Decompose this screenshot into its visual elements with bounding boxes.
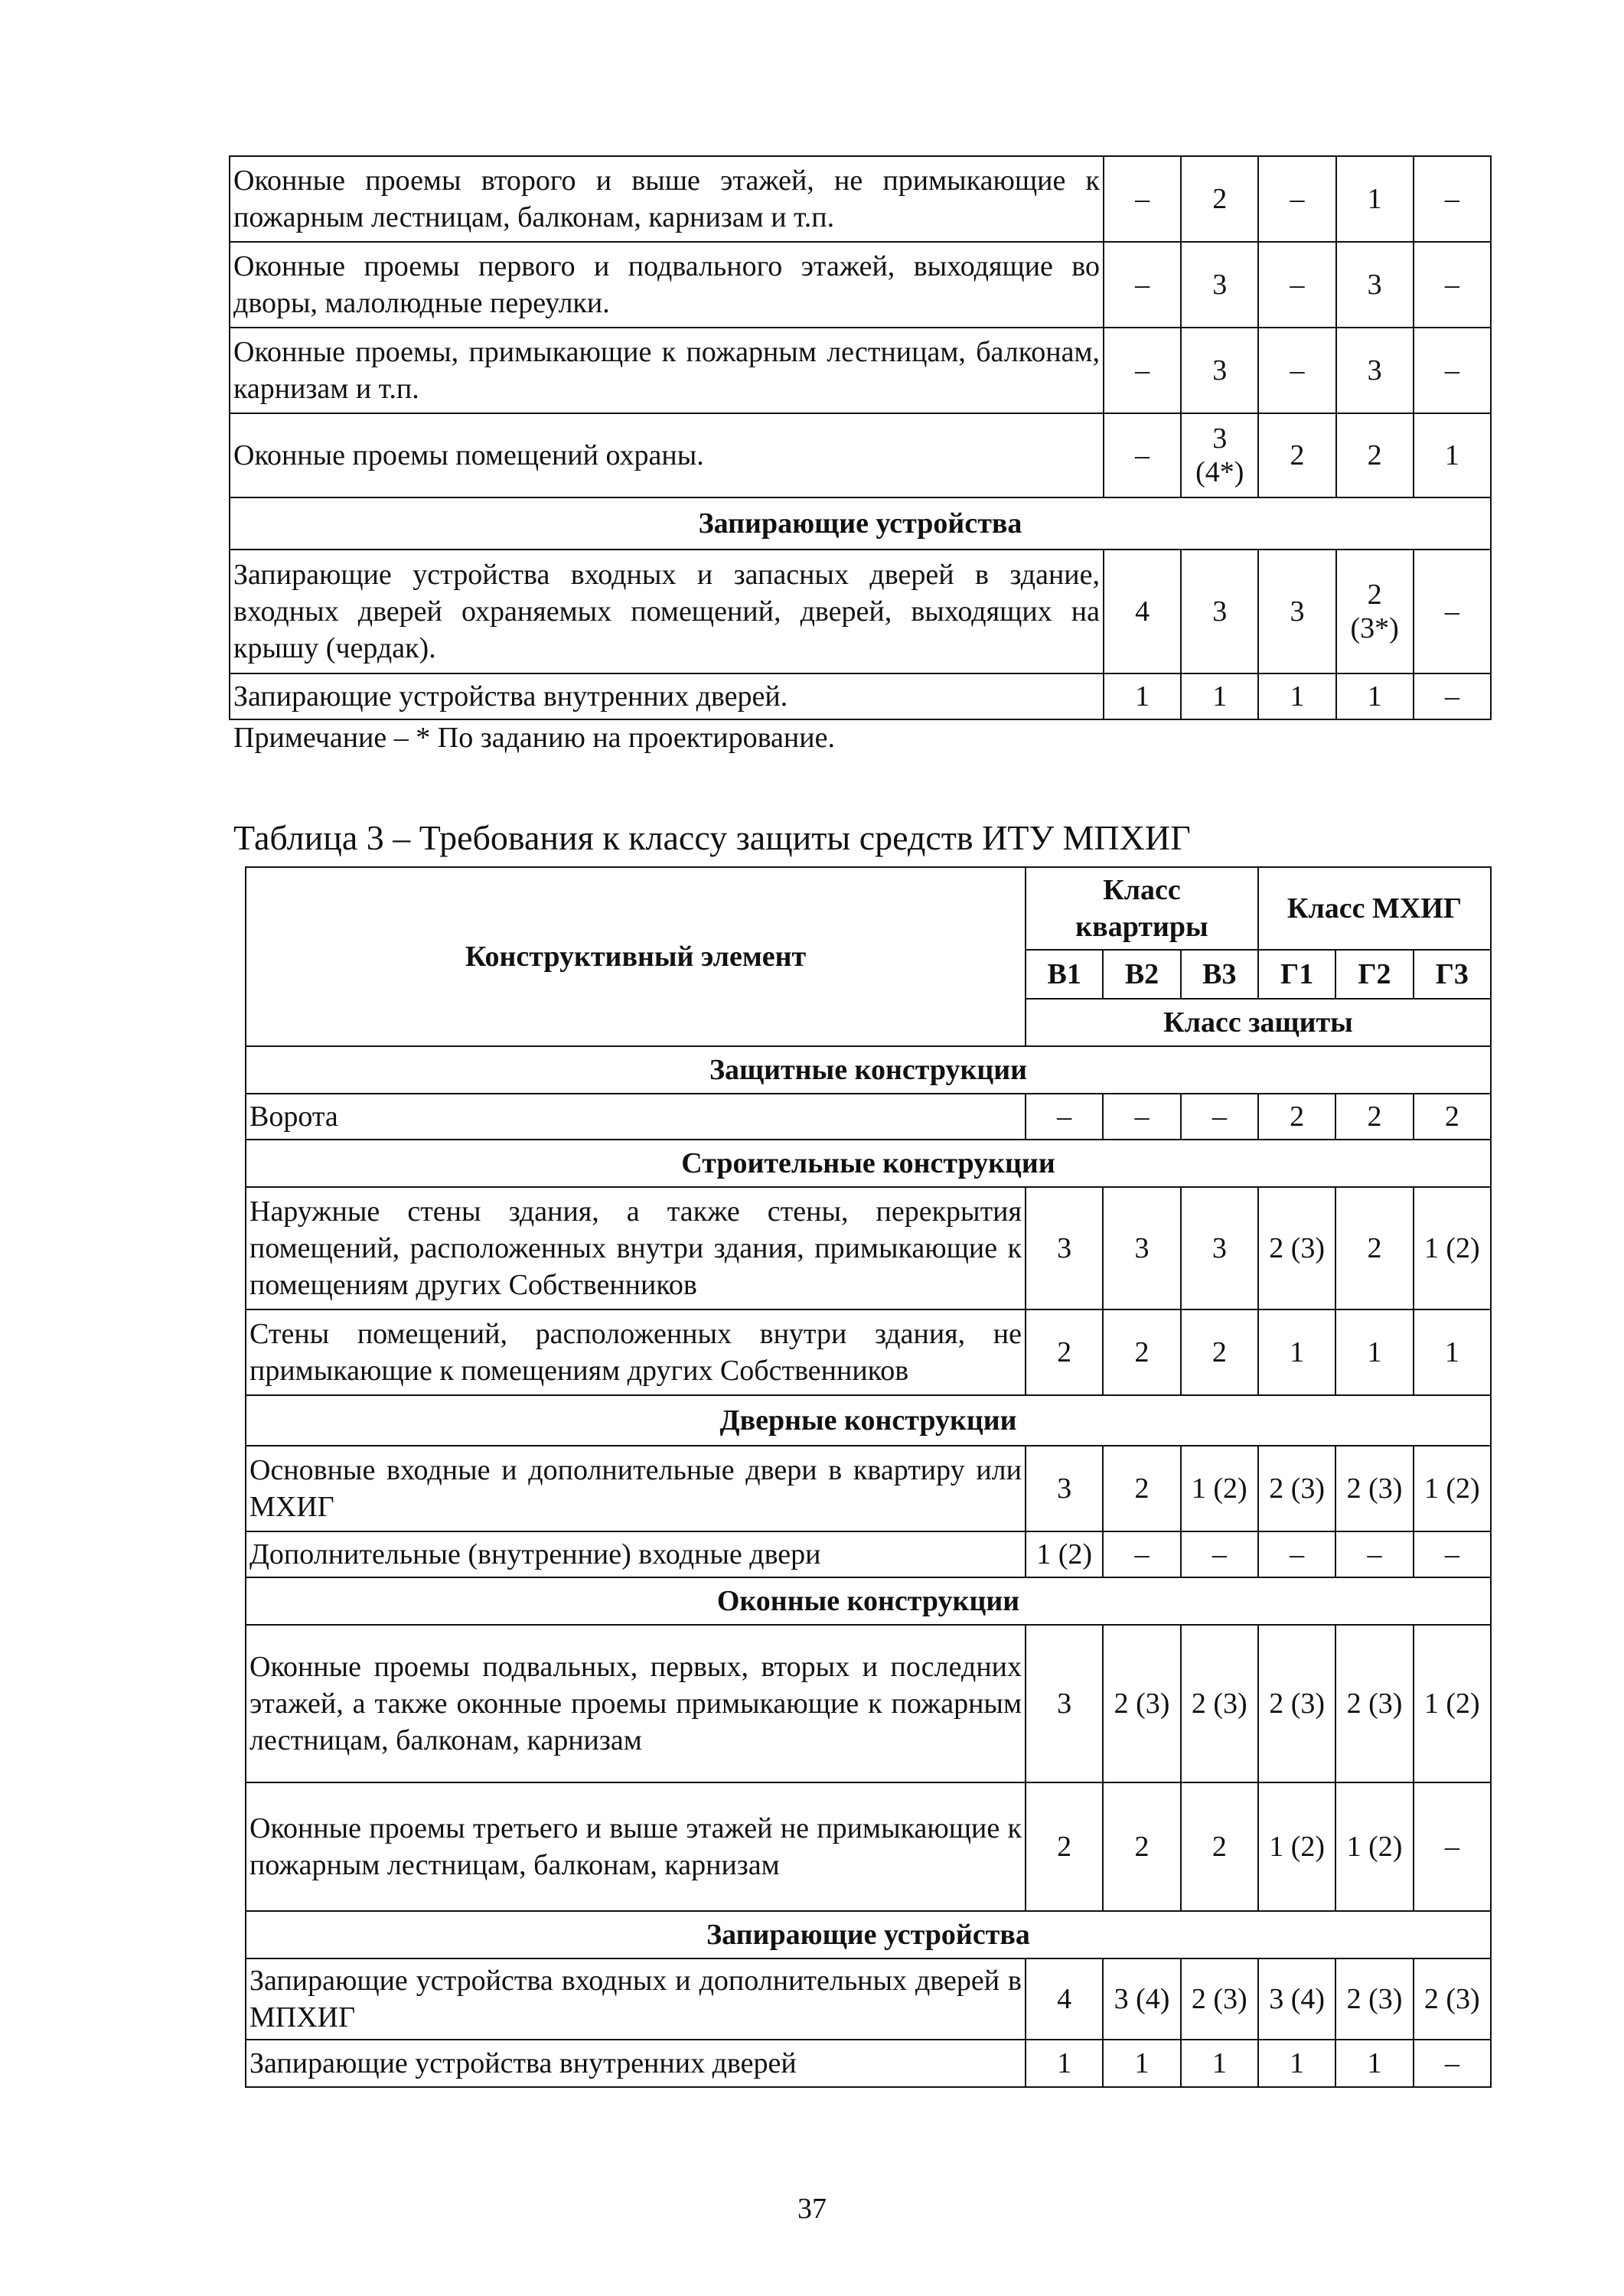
value-cell: 3 (1258, 550, 1335, 673)
row-label: Запирающие устройства входных и дополнительных дверей в МПХИГ (246, 1958, 1026, 2040)
table-row (230, 328, 1491, 413)
row-label: Запирающие устройства внутренних дверей (246, 2040, 1026, 2087)
value-cell: 3 (1026, 1446, 1103, 1531)
row-label: Наружные стены здания, а также стены, перекрытия помещений, расположенных внутри здания, примыкающие к помещениям других Собственников (246, 1187, 1026, 1309)
table-row (246, 1625, 1491, 1782)
row-label: Ворота (246, 1094, 1026, 1140)
header-apartment-class: Класс квартиры (1026, 867, 1258, 950)
value-cell: 1 (1258, 2040, 1335, 2087)
value-cell: 1 (1335, 1309, 1413, 1395)
value-cell: 1 (1258, 673, 1335, 719)
value-cell: 3 (4) (1258, 1958, 1335, 2040)
value-cell: 2 (3) (1335, 1958, 1413, 2040)
row-label: Оконные проемы третьего и выше этажей не примыкающие к пожарным лестницам, балконам, карнизам (246, 1782, 1026, 1911)
value-cell: 1 (2) (1181, 1446, 1258, 1531)
table-row (230, 550, 1491, 673)
value-cell: 3 (1181, 550, 1258, 673)
value-cell: 3 (1181, 328, 1258, 413)
row-label: Оконные проемы, примыкающие к пожарным лестницам, балконам, карнизам и т.п. (230, 328, 1104, 413)
value-cell: 2 (3) (1258, 1446, 1335, 1531)
value-cell: 3 (1181, 1187, 1258, 1309)
row-label: Стены помещений, расположенных внутри здания, не примыкающие к помещениям других Собственников (246, 1309, 1026, 1395)
value-cell: 2 (1335, 1094, 1413, 1140)
value-cell: 2 (3) (1181, 1625, 1258, 1782)
header-column: В1 (1026, 950, 1103, 999)
value-cell: 2 (3) (1103, 1625, 1180, 1782)
header-protection-class: Класс защиты (1026, 999, 1491, 1046)
value-cell: 1 (2) (1414, 1446, 1491, 1531)
row-label: Запирающие устройства входных и запасных дверей в здание, входных дверей охраняемых помещений, дверей, выходящих на крышу (чердак). (230, 550, 1104, 673)
table-window-lock-classes-continued (229, 155, 1492, 720)
section-title: Запирающие устройства (246, 1911, 1491, 1958)
value-cell: 2 (3) (1335, 1446, 1413, 1531)
header-column: Г2 (1335, 950, 1413, 999)
value-cell: 2 (3) (1181, 1958, 1258, 2040)
header-column: В2 (1103, 950, 1180, 999)
value-cell: – (1258, 156, 1335, 242)
section-title: Защитные конструкции (246, 1046, 1491, 1094)
value-cell: 2 (1336, 413, 1414, 497)
row-label: Основные входные и дополнительные двери в квартиру или МХИГ (246, 1446, 1026, 1531)
row-label: Запирающие устройства внутренних дверей. (230, 673, 1104, 719)
value-cell: 1 (1335, 2040, 1413, 2087)
value-cell: – (1414, 328, 1491, 413)
table-row (246, 1958, 1491, 2040)
value-cell: – (1258, 242, 1335, 328)
value-cell: 2 (1026, 1782, 1103, 1911)
value-cell: 2 (1103, 1782, 1180, 1911)
page-number: 37 (797, 2193, 827, 2225)
value-cell: 1 (1104, 673, 1181, 719)
value-cell: 4 (1026, 1958, 1103, 2040)
value-cell: 1 (1103, 2040, 1180, 2087)
header-column: В3 (1181, 950, 1258, 999)
section-row (230, 497, 1491, 550)
value-cell: 1 (1336, 673, 1414, 719)
value-cell: 1 (1258, 1309, 1335, 1395)
value-cell: 1 (1414, 1309, 1491, 1395)
table-row (230, 413, 1491, 497)
value-cell: 1 (1181, 2040, 1258, 2087)
section-row (246, 1046, 1491, 1094)
value-cell: – (1181, 1531, 1258, 1577)
value-cell: 1 (2) (1414, 1187, 1491, 1309)
table-row (246, 2040, 1491, 2087)
section-row (246, 1140, 1491, 1187)
value-cell: 2 (1258, 413, 1335, 497)
value-cell: 1 (1336, 156, 1414, 242)
value-cell: 1 (1026, 2040, 1103, 2087)
value-cell: 2 (1181, 1782, 1258, 1911)
value-cell: 3 (1181, 242, 1258, 328)
value-cell: 1 (2) (1026, 1531, 1103, 1577)
value-cell: – (1258, 1531, 1335, 1577)
value-cell: 2 (1414, 1094, 1491, 1140)
value-cell: 4 (1104, 550, 1181, 673)
value-cell: – (1181, 1094, 1258, 1140)
table-row (246, 1782, 1491, 1911)
value-cell: 1 (2) (1258, 1782, 1335, 1911)
value-cell: 1 (2) (1414, 1625, 1491, 1782)
header-element: Конструктивный элемент (246, 867, 1026, 1046)
value-cell: – (1104, 156, 1181, 242)
value-cell: 2 (3) (1414, 1958, 1491, 2040)
value-cell: 1 (1181, 673, 1258, 719)
row-label: Дополнительные (внутренние) входные двери (246, 1531, 1026, 1577)
value-cell: 3 (1026, 1625, 1103, 1782)
value-cell: 3 (1336, 328, 1414, 413)
value-cell: 2 (3) (1258, 1187, 1335, 1309)
table-row (246, 1094, 1491, 1140)
value-cell: – (1104, 328, 1181, 413)
value-cell: – (1414, 1531, 1491, 1577)
value-cell: 2 (1103, 1309, 1180, 1395)
value-cell: – (1414, 673, 1491, 719)
value-cell: 3 (1026, 1187, 1103, 1309)
section-row (246, 1395, 1491, 1446)
value-cell: 2 (1335, 1187, 1413, 1309)
value-cell: – (1414, 2040, 1491, 2087)
value-cell: 2 (1026, 1309, 1103, 1395)
value-cell: 1 (1414, 413, 1491, 497)
value-cell: 3 (4*) (1181, 413, 1258, 497)
section-row (246, 1577, 1491, 1625)
value-cell: 2 (1258, 1094, 1335, 1140)
value-cell: – (1026, 1094, 1103, 1140)
row-label: Оконные проемы помещений охраны. (230, 413, 1104, 497)
header-mhig-class: Класс МХИГ (1258, 867, 1491, 950)
section-title: Дверные конструкции (246, 1395, 1491, 1446)
value-cell: – (1104, 413, 1181, 497)
table-row (246, 1187, 1491, 1309)
value-cell: 2 (1181, 1309, 1258, 1395)
value-cell: 2 (3) (1335, 1625, 1413, 1782)
table-protection-classes (245, 866, 1492, 2088)
value-cell: – (1414, 1782, 1491, 1911)
table-row (246, 1309, 1491, 1395)
table-row (230, 156, 1491, 242)
table-note: Примечание – * По заданию на проектирование. (233, 722, 835, 754)
row-label: Оконные проемы подвальных, первых, вторых и последних этажей, а также оконные проемы примыкающие к пожарным лестницам, балконам, карнизам (246, 1625, 1026, 1782)
row-label: Оконные проемы первого и подвального этажей, выходящие во дворы, малолюдные переулки. (230, 242, 1104, 328)
header-column: Г3 (1414, 950, 1491, 999)
value-cell: – (1103, 1094, 1180, 1140)
table-caption: Таблица 3 – Требования к классу защиты средств ИТУ МПХИГ (233, 818, 1191, 857)
value-cell: – (1414, 156, 1491, 242)
section-row (246, 1911, 1491, 1958)
value-cell: 3 (1103, 1187, 1180, 1309)
value-cell: 3 (4) (1103, 1958, 1180, 2040)
row-label: Оконные проемы второго и выше этажей, не примыкающие к пожарным лестницам, балконам, карнизам и т.п. (230, 156, 1104, 242)
section-title: Оконные конструкции (246, 1577, 1491, 1625)
table-row (230, 673, 1491, 719)
value-cell: – (1414, 550, 1491, 673)
value-cell: 2 (3*) (1336, 550, 1414, 673)
section-title: Запирающие устройства (230, 497, 1491, 550)
value-cell: – (1104, 242, 1181, 328)
table-row (246, 1531, 1491, 1577)
value-cell: – (1335, 1531, 1413, 1577)
value-cell: 2 (1103, 1446, 1180, 1531)
table-row (230, 242, 1491, 328)
value-cell: 2 (3) (1258, 1625, 1335, 1782)
section-title: Строительные конструкции (246, 1140, 1491, 1187)
value-cell: 2 (1181, 156, 1258, 242)
value-cell: – (1258, 328, 1335, 413)
value-cell: 3 (1336, 242, 1414, 328)
value-cell: – (1414, 242, 1491, 328)
value-cell: – (1103, 1531, 1180, 1577)
value-cell: 1 (2) (1335, 1782, 1413, 1911)
table-row (246, 1446, 1491, 1531)
header-column: Г1 (1258, 950, 1335, 999)
